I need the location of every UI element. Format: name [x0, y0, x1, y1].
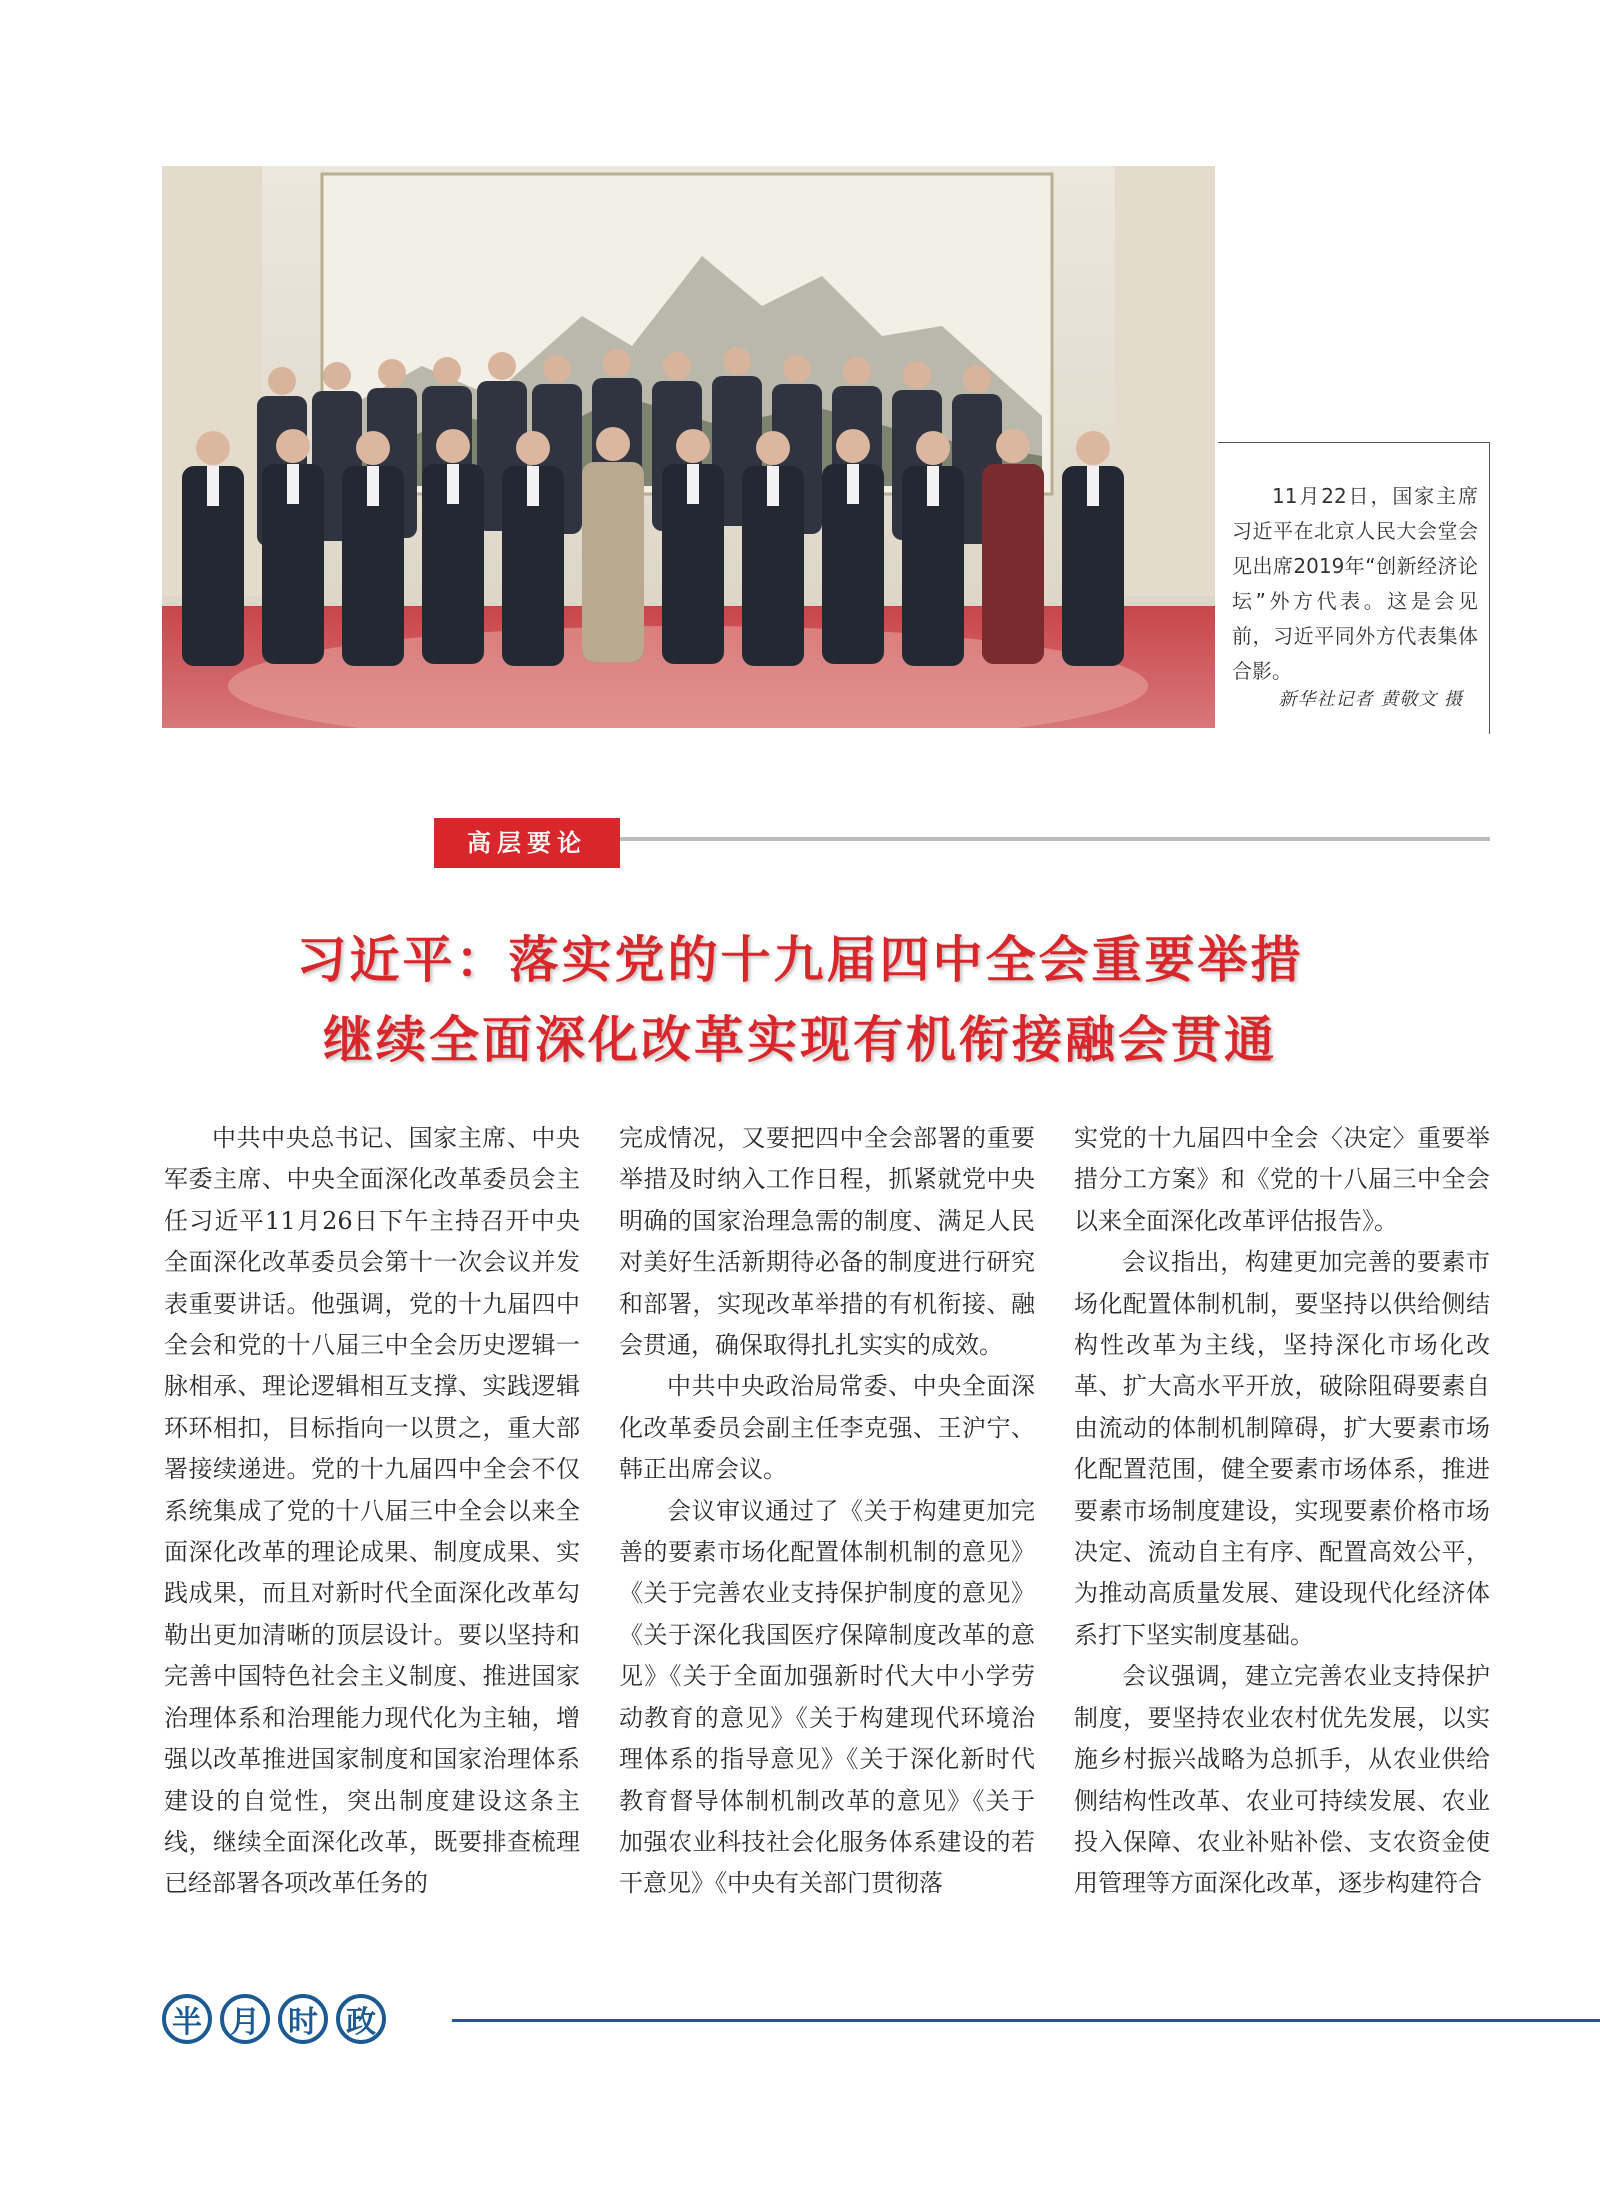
- paragraph: 会议指出，构建更加完善的要素市场化配置体制机制，要坚持以供给侧结构性改革为主线，坚持深化市场化改革、扩大高水平开放，破除阻碍要素自由流动的体制机制障碍，扩大要素市场化配置范围，健全要素市场体系，推进要素市场制度建设，实现要素价格市场决定、流动自主有序、配置高效公平，为推动高质量发展、建设现代化经济体系打下坚实制度基础。: [1074, 1248, 1490, 1649]
- section-tag: 高层要论: [434, 818, 620, 868]
- article-body: [164, 1118, 1490, 1956]
- paragraph: 中共中央总书记、国家主席、中央军委主席、中央全面深化改革委员会主任习近平11月26日下午主持召开中央全面深化改革委员会第十一次会议并发表重要讲话。他强调，党的十九届四中全会和党的十八届三中全会历史逻辑一脉相承、理论逻辑相互支撑、实践逻辑环环相扣，目标指向一以贯之，重大部署接续递进。党的十九届四中全会不仅系统集成了党的十八届三中全会以来全面深化改革的理论成果、制度成果、实践成果，而且对新时代全面深化改革勾勒出更加清晰的顶层设计。要以坚持和完善中国特色社会主义制度、推进国家治理体系和治理能力现代化为主轴，增强以改革推进国家制度和国家治理体系建设的自觉性，突出制度建设这条主线，继续全面深化改革，既要排查梳理已经部署各项改革任务的: [164, 1124, 580, 1898]
- group-photo-illustration: [162, 166, 1215, 728]
- paragraph: 实党的十九届四中全会〈决定〉重要举措分工方案》和《党的十八届三中全会以来全面深化改革评估报告》。: [1074, 1124, 1490, 1235]
- footer: [162, 1994, 1600, 2064]
- photo-caption: 11月22日，国家主席习近平在北京人民大会堂会见出席2019年“创新经济论坛”外方代表。这是会见前，习近平同外方代表集体合影。: [1232, 484, 1478, 683]
- logo-char: 半: [162, 1994, 212, 2044]
- paragraph: 中共中央政治局常委、中央全面深化改革委员会副主任李克强、王沪宁、韩正出席会议。: [619, 1372, 1035, 1484]
- paragraph: 完成情况，又要把四中全会部署的重要举措及时纳入工作日程，抓紧就党中央明确的国家治理急需的制度、满足人民对美好生活新期待必备的制度进行研究和部署，实现改革举措的有机衔接、融会贯通，确保取得扎扎实实的成效。: [619, 1124, 1035, 1360]
- paragraph: 会议审议通过了《关于构建更加完善的要素市场化配置体制机制的意见》《关于完善农业支持保护制度的意见》《关于深化我国医疗保障制度改革的意见》《关于全面加强新时代大中小学劳动教育的意见》《关于构建现代环境治理体系的指导意见》《关于深化新时代教育督导体制机制改革的意见》《关于加强农业科技社会化服务体系建设的若干意见》《中央有关部门贯彻落: [619, 1496, 1035, 1898]
- logo-char: 时: [278, 1994, 328, 2044]
- footer-rule: [452, 2019, 1600, 2022]
- logo-char: 月: [220, 1994, 270, 2044]
- magazine-logo: [162, 1994, 386, 2044]
- headline-line-1: 习近平：落实党的十九届四中全会重要举措: [296, 931, 1304, 989]
- photo-credit: 新华社记者 黄敬文 摄: [1278, 689, 1463, 710]
- section-divider: [620, 837, 1490, 841]
- headline: [180, 920, 1420, 1080]
- headline-line-2: 继续全面深化改革实现有机衔接融会贯通: [323, 1011, 1277, 1069]
- column-3: [1074, 1118, 1490, 1905]
- logo-char: 政: [336, 1994, 386, 2044]
- column-2: [619, 1118, 1035, 1905]
- paragraph: 会议强调，建立完善农业支持保护制度，要坚持农业农村优先发展，以实施乡村振兴战略为总抓手，从农业供给侧结构性改革、农业可持续发展、农业投入保障、农业补贴补偿、支农资金使用管理等方面深化改革，逐步构建符合: [1074, 1662, 1490, 1898]
- group-photo: [162, 166, 1215, 728]
- photo-caption-box: [1218, 442, 1490, 734]
- column-1: [164, 1118, 580, 1905]
